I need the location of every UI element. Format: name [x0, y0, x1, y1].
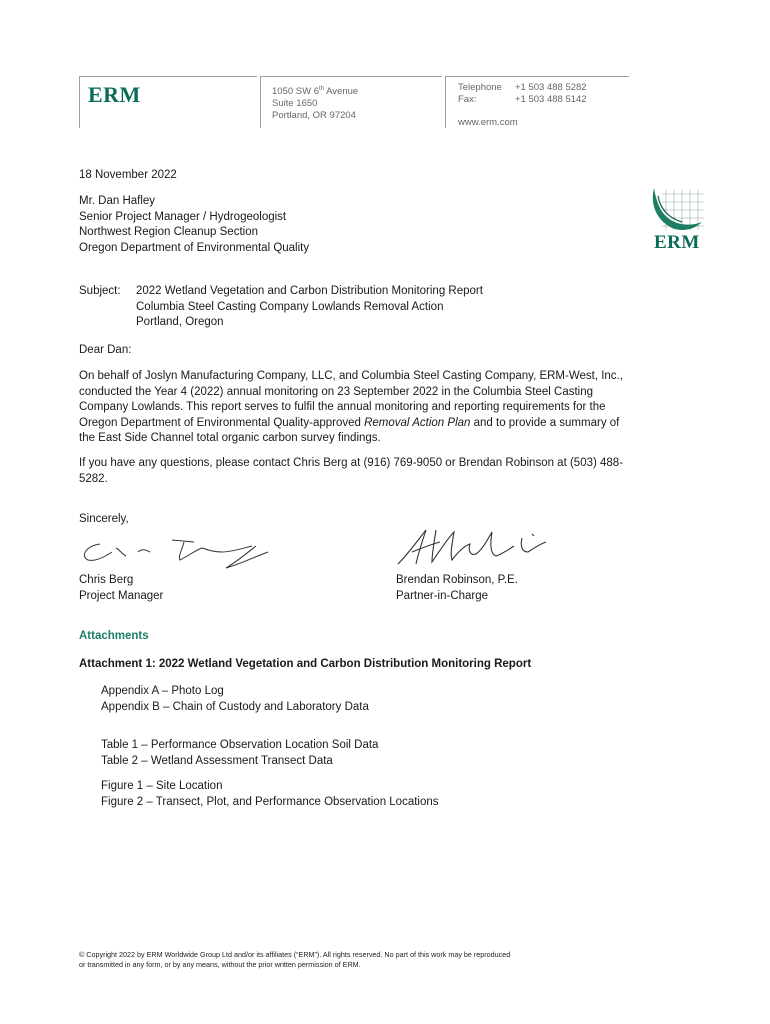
address-line: Suite 1650: [272, 98, 318, 110]
signatory-title: Project Manager: [79, 589, 164, 602]
footer-line: or transmitted in any form, or by any means, without the prior written permission of ERM.: [79, 959, 361, 969]
signatory-2: [396, 573, 518, 604]
list-item: Appendix B – Chain of Custody and Laboratory Data: [101, 700, 369, 713]
subject-label: Subject:: [79, 285, 121, 297]
list-item: Appendix A – Photo Log: [101, 685, 224, 697]
corner-logo-text: ERM: [654, 232, 700, 253]
copyright-footer: [79, 950, 510, 969]
erm-logo: ERM: [88, 82, 141, 107]
corner-logo: [648, 186, 708, 256]
signatory-1: [79, 573, 163, 604]
address-line: Portland, OR 97204: [272, 110, 356, 122]
figure-list: [101, 779, 439, 810]
telephone-value: +1 503 488 5282: [515, 82, 587, 93]
signatory-name: Chris Berg: [79, 574, 134, 586]
attachments-heading: Attachments: [79, 630, 149, 642]
subject-line: 2022 Wetland Vegetation and Carbon Distribution Monitoring Report: [136, 285, 483, 297]
header-divider: [445, 76, 446, 128]
subject-line: Portland, Oregon: [136, 316, 224, 328]
erm-globe-icon: [648, 186, 708, 234]
list-item: Table 2 – Wetland Assessment Transect Data: [101, 754, 333, 767]
fax-value: +1 503 488 5142: [515, 94, 587, 105]
recipient-organization: Oregon Department of Environmental Quality: [79, 241, 310, 254]
list-item: Table 1 – Performance Observation Location Soil Data: [101, 739, 379, 751]
signature-brendan-robinson: [392, 524, 552, 572]
list-item: Figure 1 – Site Location: [101, 780, 223, 792]
appendix-list: [101, 684, 369, 715]
removal-action-plan-title: Removal Action Plan: [364, 416, 471, 429]
signatory-title: Partner-in-Charge: [396, 589, 489, 602]
website-link[interactable]: www.erm.com: [458, 117, 518, 128]
address-line: [272, 83, 358, 98]
body-paragraph-1: [79, 369, 624, 447]
address-street: 1050 SW 6th Avenue: [272, 86, 359, 98]
salutation: Dear Dan:: [79, 344, 132, 356]
recipient-title: Senior Project Manager / Hydrogeologist: [79, 210, 287, 223]
header-rule: [260, 76, 442, 77]
signatory-name: Brendan Robinson, P.E.: [396, 574, 518, 586]
header-rule: [79, 76, 257, 77]
recipient-name: Mr. Dan Hafley: [79, 195, 156, 207]
subject-lines: [136, 284, 483, 331]
footer-line: © Copyright 2022 by ERM Worldwide Group Ltd and/or its affiliates (“ERM”). All rights reserved. No part of this work may be reproduced: [79, 950, 511, 959]
header-divider: [260, 76, 261, 128]
recipient-block: [79, 194, 309, 256]
telephone-label: Telephone: [458, 82, 502, 93]
body-paragraph-2: If you have any questions, please contact Chris Berg at (916) 769-9050 or Brendan Robinson at (503) 488-5282.: [79, 457, 624, 485]
header-rule: [445, 76, 629, 77]
subject-line: Columbia Steel Casting Company Lowlands Removal Action: [136, 300, 444, 313]
body-text: On behalf of Joslyn Manufacturing Company, LLC, and Columbia Steel Casting Company, ERM-West, Inc., conducted the Year 4 (2022) annual monitoring on 23 September 2022 in the Columbia Steel Casting Company Lowlands. This report serves to fulfil the annual monitoring and reporting requirements for the Oregon Department of Environmental Quality-approved: [79, 370, 623, 429]
attachment-1-title: Attachment 1: 2022 Wetland Vegetation and Carbon Distribution Monitoring Report: [79, 658, 532, 670]
office-address: [272, 83, 358, 122]
signature-chris-berg: [76, 534, 276, 574]
list-item: Figure 2 – Transect, Plot, and Performance Observation Locations: [101, 795, 439, 808]
closing: Sincerely,: [79, 513, 129, 525]
recipient-section: Northwest Region Cleanup Section: [79, 226, 258, 238]
header-divider: [79, 76, 80, 128]
fax-label: Fax:: [458, 94, 477, 105]
body-text: and to provide a summary of the East Side Channel total organic carbon survey findings.: [79, 416, 620, 445]
table-list: [101, 738, 378, 769]
letter-date: 18 November 2022: [79, 169, 177, 181]
